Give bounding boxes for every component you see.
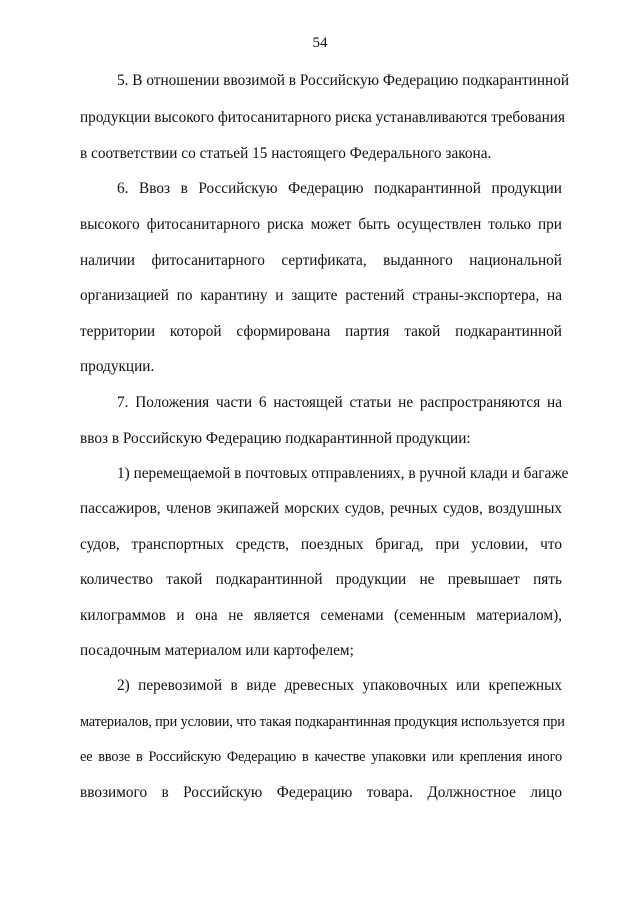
paragraph-6-line-6: продукции. — [80, 358, 155, 375]
paragraph-5-line-2: продукции высокого фитосанитарного риска устанавливаются требования — [80, 109, 566, 126]
paragraph-6-line-4: организацией по карантину и защите растений страны-экспортера, на — [80, 287, 562, 304]
item-1-line-5: килограммов и она не является семенами (семенным материалом), — [80, 607, 562, 624]
paragraph-6-line-3: наличии фитосанитарного сертификата, выданного национальной — [80, 252, 562, 269]
item-1-line-6: посадочным материалом или картофелем; — [80, 642, 354, 659]
paragraph-7-line-1: 7. Положения части 6 настоящей статьи не распространяются на — [117, 394, 562, 411]
item-2-line-1: 2) перевозимой в виде древесных упаковочных или крепежных — [117, 677, 562, 694]
paragraph-6-line-2: высокого фитосанитарного риска может быть осуществлен только при — [80, 216, 562, 233]
paragraph-7-line-2: ввоз в Российскую Федерацию подкарантинной продукции: — [80, 430, 471, 447]
paragraph-6-line-5: территории которой сформирована партия такой подкарантинной — [80, 323, 562, 340]
paragraph-6-line-1: 6. Ввоз в Российскую Федерацию подкарантинной продукции — [117, 180, 562, 197]
item-1-line-4: количество такой подкарантинной продукции не превышает пять — [80, 571, 562, 588]
item-1-line-1: 1) перемещаемой в почтовых отправлениях, в ручной клади и багаже — [117, 465, 569, 482]
paragraph-5-line-1: 5. В отношении ввозимой в Российскую Федерацию подкарантинной — [117, 72, 570, 89]
item-1-line-3: судов, транспортных средств, поездных бригад, при условии, что — [80, 536, 562, 553]
page-number: 54 — [312, 35, 328, 51]
item-2-line-3: ее ввозе в Российскую Федерацию в качестве упаковки или крепления иного — [80, 749, 562, 765]
paragraph-5-line-3: в соответствии со статьей 15 настоящего Федерального закона. — [80, 145, 492, 162]
item-2-line-4: ввозимого в Российскую Федерацию товара. Должностное лицо — [80, 784, 562, 801]
item-1-line-2: пассажиров, членов экипажей морских судов, речных судов, воздушных — [80, 500, 562, 517]
item-2-line-2: материалов, при условии, что такая подкарантинная продукция используется при — [80, 714, 565, 730]
